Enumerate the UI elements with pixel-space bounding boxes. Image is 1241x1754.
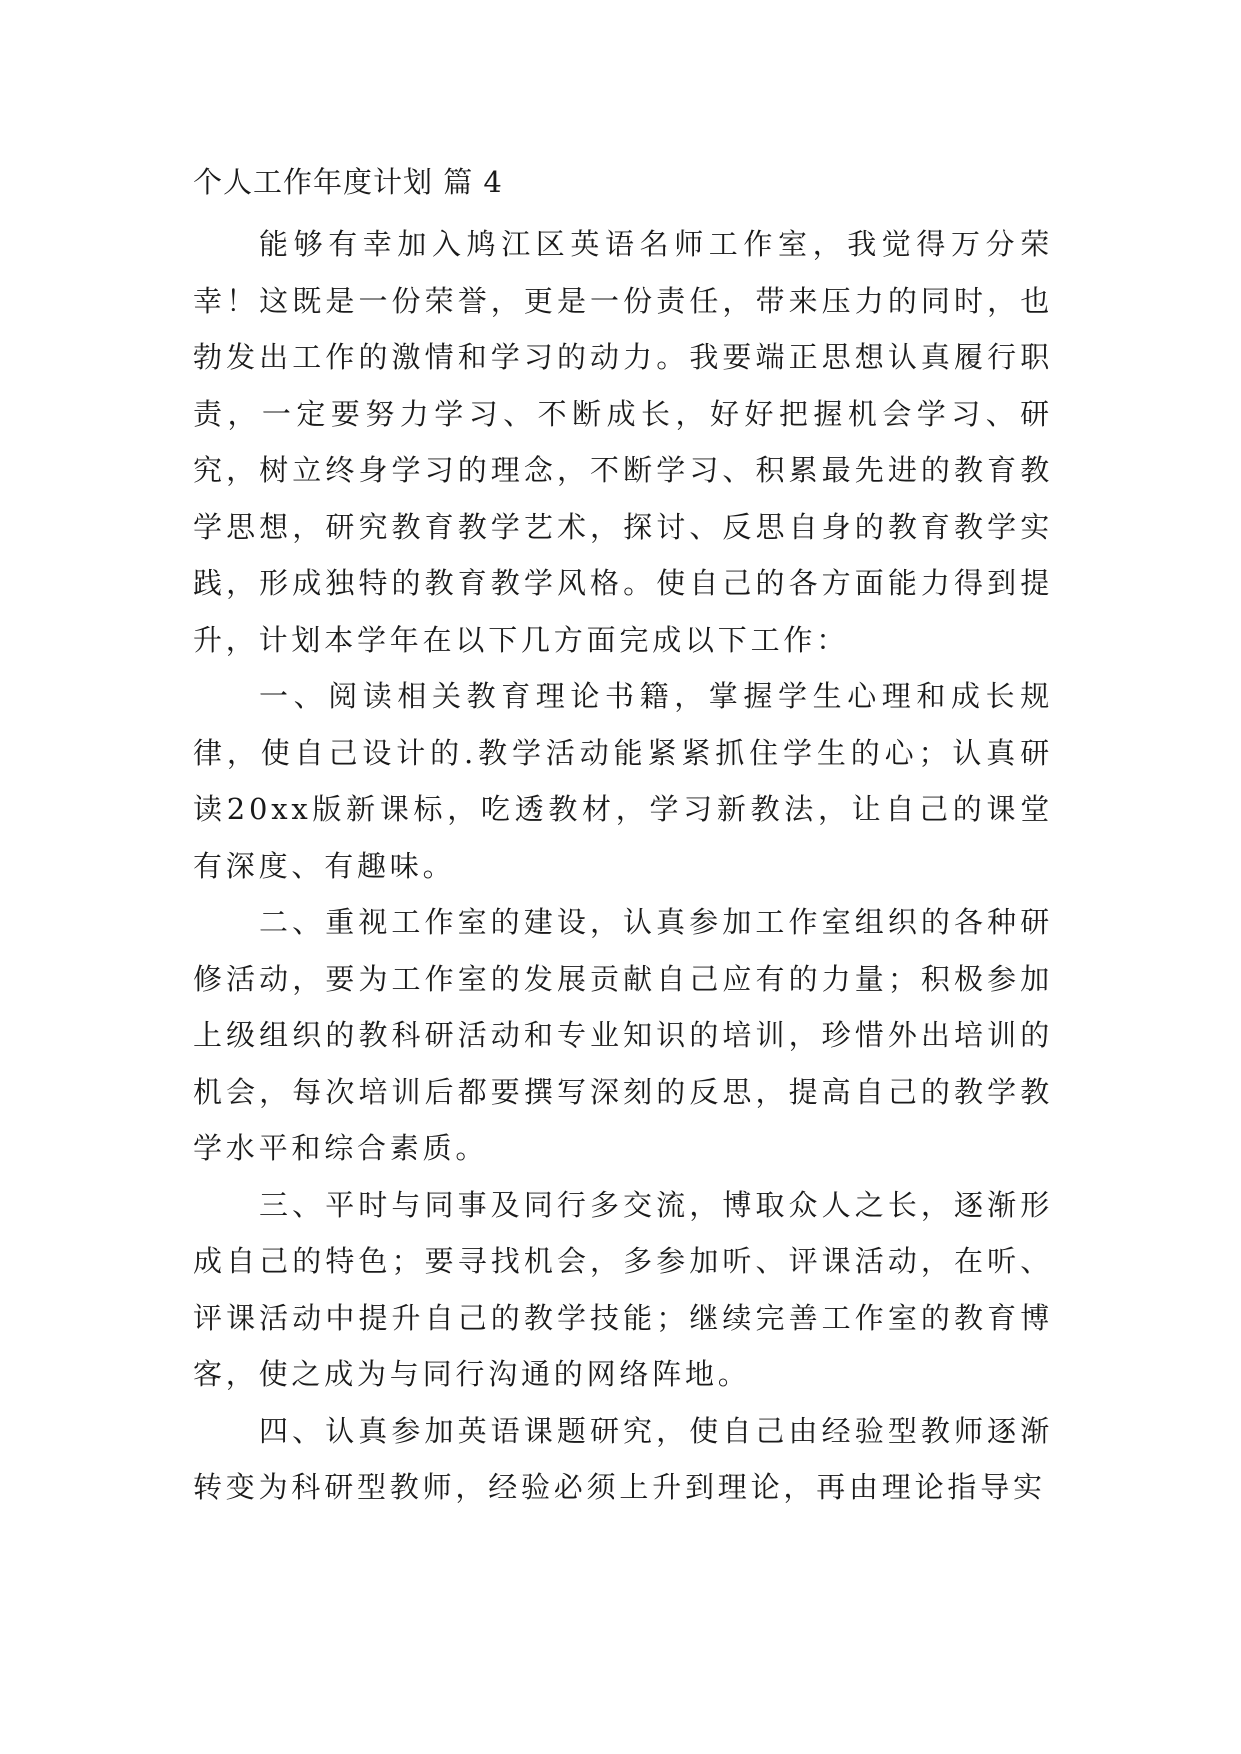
document-title: 个人工作年度计划 篇 4 — [193, 165, 503, 199]
paragraph-item-3: 三、平时与同事及同行多交流，博取众人之长，逐渐形成自己的特色；要寻找机会，多参加听、评课活动，在听、评课活动中提升自己的教学技能；继续完善工作室的教育博客，使之成为与同行沟通的网络阵地。 — [193, 1187, 1053, 1391]
paragraph-intro: 能够有幸加入鸠江区英语名师工作室，我觉得万分荣幸！这既是一份荣誉，更是一份责任，带来压力的同时，也勃发出工作的激情和学习的动力。我要端正思想认真履行职责，一定要努力学习、不断成长，好好把握机会学习、研究，树立终身学习的理念，不断学习、积累最先进的教育教学思想，研究教育教学艺术，探讨、反思自身的教育教学实践，形成独特的教育教学风格。使自己的各方面能力得到提升，计划本学年在以下几方面完成以下工作： — [193, 227, 1053, 657]
paragraph-item-1: 一、阅读相关教育理论书籍，掌握学生心理和成长规律，使自己设计的.教学活动能紧紧抓住学生的心；认真研读20xx版新课标，吃透教材，学习新教法，让自己的课堂有深度、有趣味。 — [193, 679, 1053, 883]
document-body — [193, 160, 1053, 1516]
paragraph-item-2: 二、重视工作室的建设，认真参加工作室组织的各种研修活动，要为工作室的发展贡献自己应有的力量；积极参加上级组织的教科研活动和专业知识的培训，珍惜外出培训的机会，每次培训后都要撰写深刻的反思，提高自己的教学教学水平和综合素质。 — [193, 905, 1053, 1165]
paragraph-item-4: 四、认真参加英语课题研究，使自己由经验型教师逐渐转变为科研型教师，经验必须上升到理论，再由理论指导实 — [193, 1413, 1053, 1504]
